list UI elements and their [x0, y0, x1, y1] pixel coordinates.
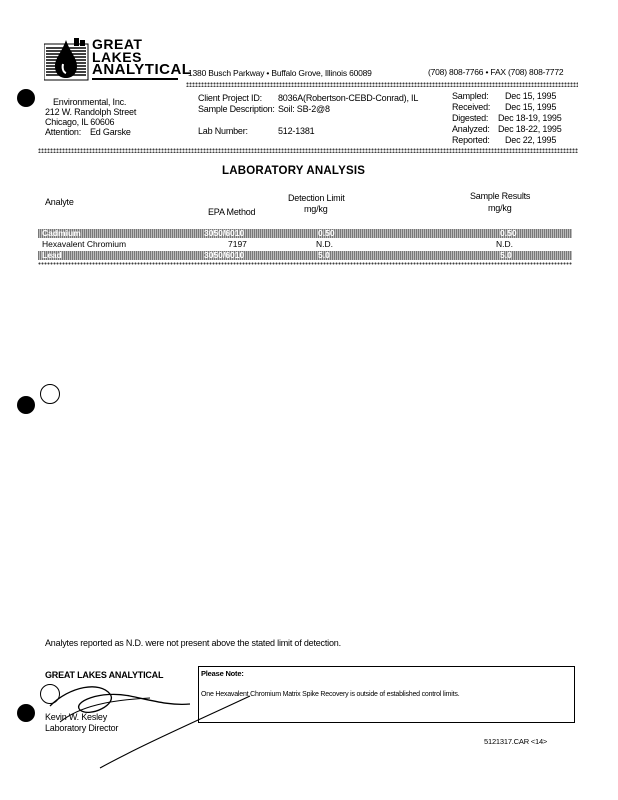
punch-hole — [17, 396, 35, 414]
sample-description: Soil: SB-2@8 — [278, 104, 330, 114]
sampled-label: Sampled: — [452, 91, 489, 101]
note-text: One Hexavalent Chromium Matrix Spike Recovery is outside of established control limits. — [201, 691, 460, 698]
note-label: Please Note: — [201, 669, 244, 678]
table-bottom-rule — [38, 262, 572, 265]
row-limit: N.D. — [316, 239, 333, 249]
row-result: 5.0 — [500, 250, 512, 260]
logo-underline — [92, 78, 178, 80]
signature-title: Laboratory Director — [45, 723, 119, 733]
company-name — [92, 37, 191, 76]
col-results-unit: mg/kg — [488, 203, 512, 213]
reported-label: Reported: — [452, 135, 490, 145]
company-phone: (708) 808-7766 • FAX (708) 808-7772 — [428, 67, 564, 77]
table-row — [38, 250, 572, 260]
col-method-header: EPA Method — [208, 207, 256, 217]
client-street: 212 W. Randolph Street — [45, 107, 137, 117]
punch-hole — [17, 704, 35, 722]
row-limit: 5.0 — [318, 250, 330, 260]
company-address: 1380 Busch Parkway • Buffalo Grove, Illinois 60089 — [188, 68, 372, 78]
water-drop-logo-icon — [44, 38, 90, 82]
received-label: Received: — [452, 102, 491, 112]
sampled-date: Dec 15, 1995 — [505, 91, 557, 101]
company-name-line3: ANALYTICAL — [92, 61, 192, 78]
reported-date: Dec 22, 1995 — [505, 135, 557, 145]
row-method: 7197 — [228, 239, 247, 249]
row-analyte: Hexavalent Chromium — [42, 239, 127, 249]
signature-name: Kevin W. Kesley — [45, 712, 108, 722]
client-attention: Ed Garske — [90, 127, 131, 137]
page-reference: 5121317.CAR <14> — [484, 737, 548, 746]
row-result: N.D. — [496, 239, 513, 249]
col-detection-unit: mg/kg — [304, 204, 328, 214]
analyzed-date: Dec 18-22, 1995 — [498, 124, 562, 134]
report-title: LABORATORY ANALYSIS — [222, 165, 366, 177]
received-date: Dec 15, 1995 — [505, 102, 557, 112]
client-project-id: 8036A(Robertson-CEBD-Conrad), IL — [278, 93, 419, 103]
client-attention-label: Attention: — [45, 127, 82, 137]
col-results-header: Sample Results — [470, 191, 531, 201]
table-row — [38, 228, 572, 238]
client-project-label: Client Project ID: — [198, 93, 262, 103]
lab-number: 512-1381 — [278, 126, 315, 136]
client-city: Chicago, IL 60606 — [45, 117, 115, 127]
analyzed-label: Analyzed: — [452, 124, 490, 134]
footnote: Analytes reported as N.D. were not present above the stated limit of detection. — [45, 638, 341, 648]
row-analyte: Lead — [42, 250, 62, 260]
digested-date: Dec 18-19, 1995 — [498, 113, 562, 123]
col-detection-header: Detection Limit — [288, 193, 345, 203]
punch-hole-ring — [40, 384, 60, 404]
col-analyte-header: Analyte — [45, 197, 74, 207]
company-name-line1: GREAT — [92, 36, 143, 52]
lab-number-label: Lab Number: — [198, 126, 248, 136]
digested-label: Digested: — [452, 113, 489, 123]
row-limit: 0.50 — [318, 228, 335, 238]
table-row — [38, 239, 572, 249]
row-result: 0.50 — [500, 228, 517, 238]
row-analyte: Cadmium — [42, 228, 81, 238]
row-method: 3050/6010 — [204, 228, 245, 238]
please-note-box — [198, 666, 575, 723]
company-name-line2: LAKES — [92, 49, 142, 65]
signature-company: GREAT LAKES ANALYTICAL — [45, 670, 164, 680]
client-dotted-rule — [38, 148, 578, 153]
header-dotted-rule — [186, 82, 578, 87]
punch-hole — [17, 89, 35, 107]
client-name: Environmental, Inc. — [53, 97, 127, 107]
row-method: 3050/6010 — [204, 250, 245, 260]
sample-description-label: Sample Description: — [198, 104, 275, 114]
